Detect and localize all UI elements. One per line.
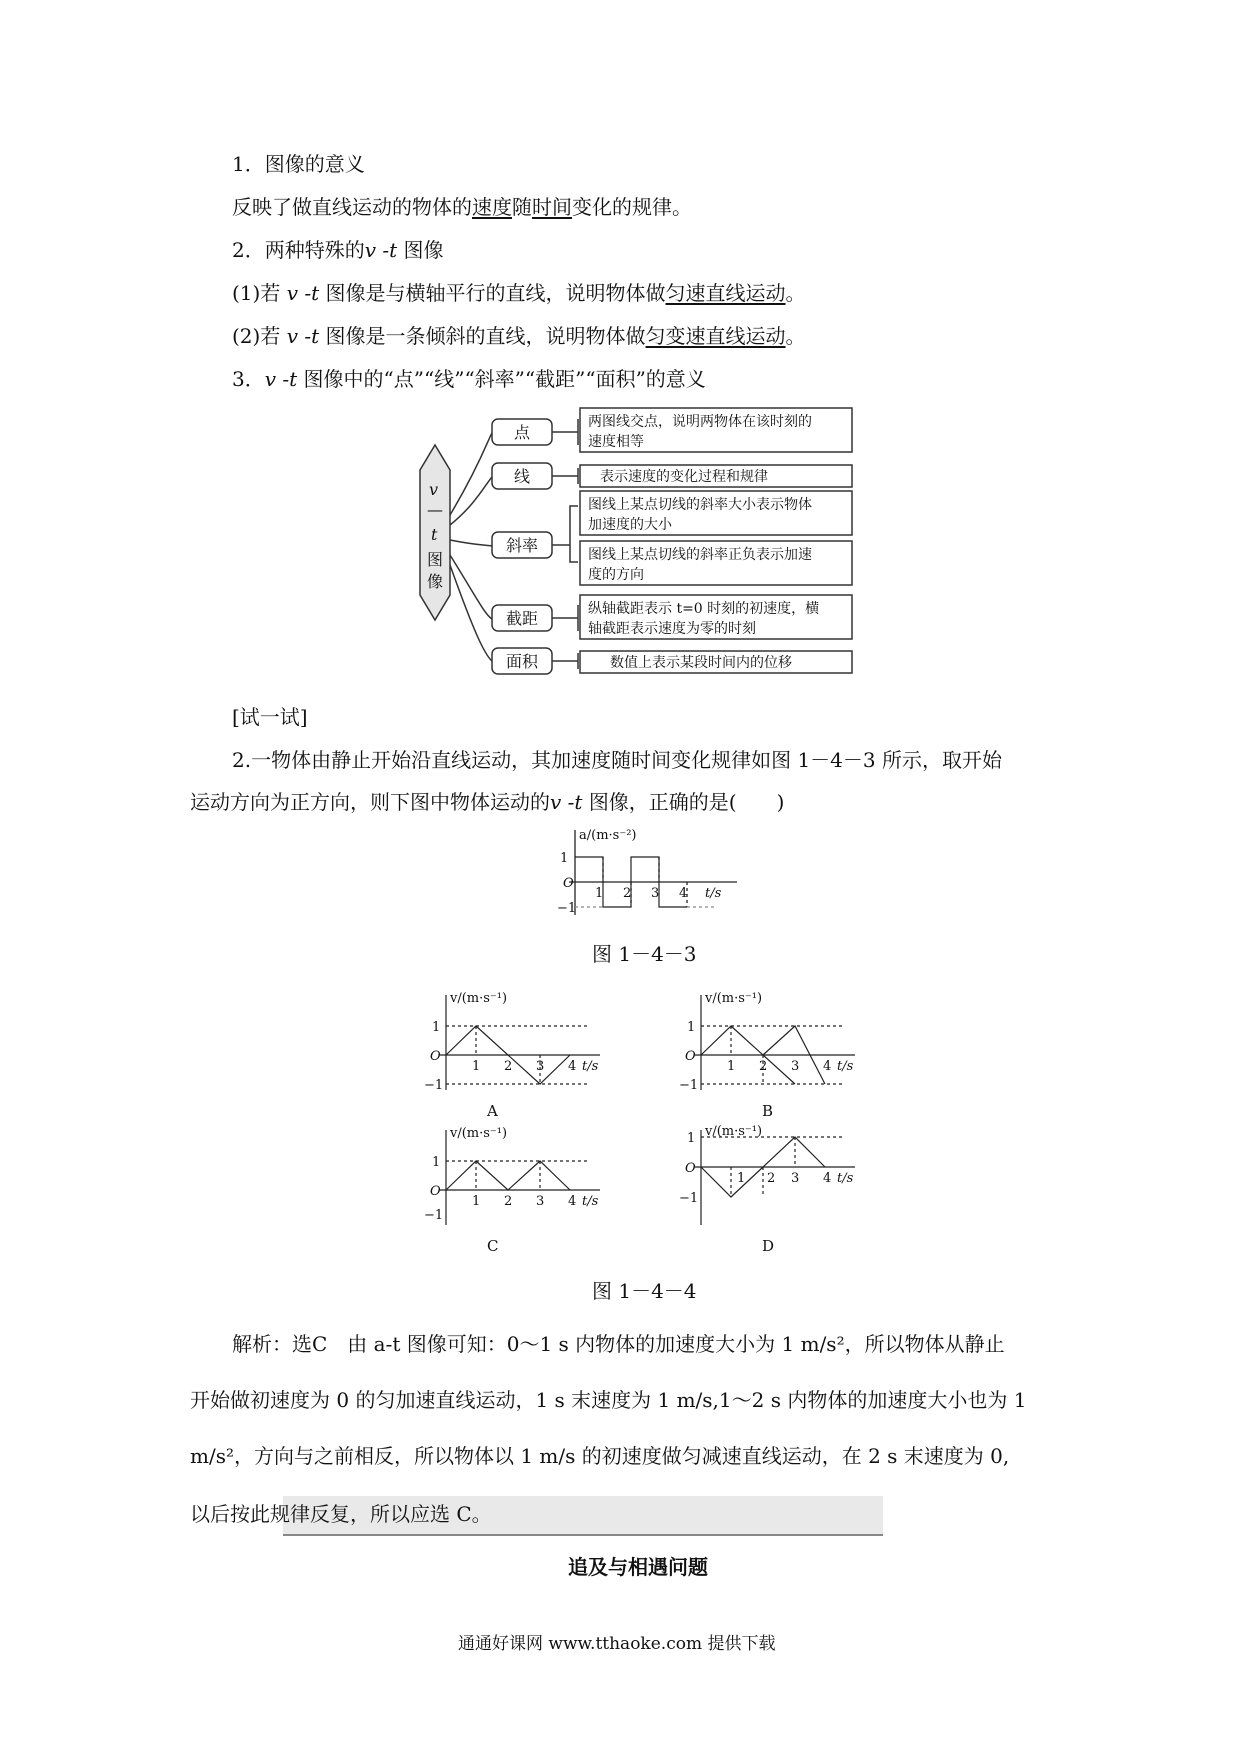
desc-text: 图线上某点切线的斜率大小表示物体 bbox=[588, 497, 812, 513]
fig144-caption: 图 1－4－4 bbox=[592, 1279, 697, 1303]
ytick: −1 bbox=[424, 1078, 444, 1093]
underlined-term: 匀变速直线运动 bbox=[645, 324, 786, 348]
math-var: v -t bbox=[286, 281, 320, 305]
fig143-xtick: 4 bbox=[679, 886, 688, 901]
next-section-heading: 追及与相遇问题 bbox=[568, 1555, 708, 1579]
xtick: 2 bbox=[759, 1059, 768, 1074]
xtick: 1 bbox=[472, 1194, 481, 1209]
branch-3 bbox=[450, 540, 492, 546]
fig143-xtick: 1 bbox=[595, 886, 604, 901]
desc-text: 两图线交点，说明两物体在该时刻的 bbox=[588, 414, 812, 430]
math-var: v -t bbox=[364, 238, 398, 262]
xtick: 2 bbox=[504, 1194, 513, 1209]
xtick: 1 bbox=[727, 1059, 736, 1074]
panel-d-chart bbox=[665, 1125, 865, 1235]
xtick: 3 bbox=[536, 1194, 545, 1209]
analysis-line-3: m/s²，方向与之前相反，所以物体以 1 m/s 的初速度做匀减速直线运动，在 2 s 末速度为 0, bbox=[190, 1444, 1010, 1468]
section2-item1 bbox=[232, 279, 806, 307]
panel-b-label: B bbox=[762, 1102, 774, 1120]
text-fragment: 。 bbox=[785, 281, 806, 305]
question-line-1: 2.一物体由静止开始沿直线运动，其加速度随时间变化规律如图 1－4－3 所示，取开始 bbox=[232, 748, 1002, 772]
origin: O bbox=[430, 1184, 441, 1199]
text-fragment: 图像，正确的是( ) bbox=[588, 790, 785, 814]
branch-2 bbox=[450, 477, 492, 525]
fig143-xlabel: t/s bbox=[705, 886, 722, 901]
question-line-2 bbox=[190, 788, 784, 816]
underlined-term: 匀速直线运动 bbox=[665, 281, 786, 305]
text-fragment: 2．两种特殊的 bbox=[232, 238, 365, 262]
underlined-term: 时间 bbox=[532, 195, 572, 219]
section1-text bbox=[232, 193, 692, 221]
xtick: 1 bbox=[737, 1171, 746, 1186]
math-var: v -t bbox=[264, 367, 298, 391]
analysis-line-4: 以后按此规律反复，所以应选 C。 bbox=[190, 1502, 492, 1526]
section1-title: 1．图像的意义 bbox=[232, 152, 365, 176]
text-fragment: 变化的规律。 bbox=[572, 195, 692, 219]
text-fragment: (2)若 bbox=[232, 324, 281, 348]
center-text-2: 像 bbox=[427, 572, 444, 591]
xtick: 3 bbox=[791, 1059, 800, 1074]
fig143-ytick-neg1: −1 bbox=[557, 901, 577, 916]
text-fragment: 图像是一条倾斜的直线，说明物体做 bbox=[325, 324, 646, 348]
branch-1 bbox=[450, 433, 492, 515]
text-fragment: 。 bbox=[785, 324, 806, 348]
xtick: 4 bbox=[568, 1059, 577, 1074]
xlabel: t/s bbox=[582, 1194, 599, 1209]
panel-b-ylabel: v/(m·s⁻¹) bbox=[705, 991, 763, 1006]
text-fragment: 图像是与横轴平行的直线，说明物体做 bbox=[325, 281, 666, 305]
fig143-origin: O bbox=[563, 876, 574, 891]
panel-a-chart bbox=[410, 990, 610, 1100]
fig143-xtick: 3 bbox=[651, 886, 660, 901]
center-v: v bbox=[429, 480, 439, 499]
xlabel: t/s bbox=[837, 1059, 854, 1074]
trial-heading: [试一试] bbox=[232, 705, 308, 729]
underlined-term: 速度 bbox=[472, 195, 512, 219]
panel-d-label: D bbox=[762, 1237, 775, 1255]
panel-c-line bbox=[446, 1161, 570, 1190]
xtick: 2 bbox=[504, 1059, 513, 1074]
center-text-1: 图 bbox=[427, 550, 444, 569]
panel-b-chart bbox=[665, 990, 865, 1100]
desc-text: 图线上某点切线的斜率正负表示加速 bbox=[588, 547, 812, 563]
xlabel: t/s bbox=[837, 1171, 854, 1186]
text-fragment: 随 bbox=[512, 195, 532, 219]
analysis-line-2: 开始做初速度为 0 的匀加速直线运动，1 s 末速度为 1 m/s,1～2 s 内物体的加速度大小也为 1 bbox=[190, 1388, 1027, 1412]
node-label-intercept: 截距 bbox=[506, 609, 539, 628]
ytick: 1 bbox=[687, 1020, 696, 1035]
xlabel: t/s bbox=[582, 1059, 599, 1074]
ytick: 1 bbox=[432, 1155, 441, 1170]
ytick: −1 bbox=[679, 1191, 699, 1206]
section2-item2 bbox=[232, 322, 806, 350]
ytick: −1 bbox=[679, 1078, 699, 1093]
origin: O bbox=[685, 1161, 696, 1176]
panel-c-label: C bbox=[487, 1237, 499, 1255]
origin: O bbox=[430, 1049, 441, 1064]
desc-text: 数值上表示某段时间内的位移 bbox=[610, 655, 792, 671]
xtick: 1 bbox=[472, 1059, 481, 1074]
text-fragment: 运动方向为正方向，则下图中物体运动的 bbox=[190, 790, 550, 814]
xtick: 2 bbox=[767, 1171, 776, 1186]
xtick: 4 bbox=[568, 1194, 577, 1209]
panel-c-chart bbox=[410, 1125, 610, 1235]
desc-text: 速度相等 bbox=[588, 434, 644, 450]
xtick: 3 bbox=[791, 1171, 800, 1186]
panel-d-ylabel: v/(m·s⁻¹) bbox=[705, 1125, 763, 1139]
xtick: 4 bbox=[823, 1171, 832, 1186]
fig143-caption: 图 1－4－3 bbox=[592, 942, 697, 966]
text-fragment: (1)若 bbox=[232, 281, 281, 305]
page-footer: 通通好课网 www.tthaoke.com 提供下载 bbox=[458, 1634, 776, 1654]
xtick: 4 bbox=[823, 1059, 832, 1074]
node-label-point: 点 bbox=[514, 423, 531, 442]
panel-a-ylabel: v/(m·s⁻¹) bbox=[450, 991, 508, 1006]
node-label-line: 线 bbox=[514, 467, 531, 486]
desc-text: 加速度的大小 bbox=[588, 517, 672, 533]
math-var: v -t bbox=[286, 324, 320, 348]
panel-a-label: A bbox=[487, 1102, 498, 1120]
desc-text: 度的方向 bbox=[588, 567, 644, 583]
node-label-area: 面积 bbox=[506, 652, 539, 671]
ytick: 1 bbox=[432, 1020, 441, 1035]
origin: O bbox=[685, 1049, 696, 1064]
center-dash: — bbox=[427, 500, 443, 519]
panel-c-ylabel: v/(m·s⁻¹) bbox=[450, 1126, 508, 1141]
text-fragment: 图像中的“点”“线”“斜率”“截距”“面积”的意义 bbox=[303, 367, 706, 391]
ytick: −1 bbox=[424, 1208, 444, 1223]
math-var: v -t bbox=[550, 790, 583, 814]
analysis-line-1: 解析：选C 由 a-t 图像可知：0～1 s 内物体的加速度大小为 1 m/s²，所以物体从静止 bbox=[232, 1332, 1005, 1356]
branch-4 bbox=[450, 555, 492, 619]
desc-text: 纵轴截距表示 t=0 时刻的初速度，横 bbox=[588, 601, 820, 617]
text-fragment: 图像 bbox=[403, 238, 444, 262]
fig143-xtick: 2 bbox=[623, 886, 632, 901]
vt-mindmap bbox=[400, 405, 880, 685]
section3-title bbox=[232, 365, 706, 393]
text-fragment: 3． bbox=[232, 367, 265, 391]
desc-text: 轴截距表示速度为零的时刻 bbox=[588, 621, 756, 637]
fig143-ylabel: a/(m·s⁻²) bbox=[579, 828, 637, 843]
desc-text: 表示速度的变化过程和规律 bbox=[600, 469, 768, 485]
section2-title bbox=[232, 236, 444, 264]
text-fragment: 反映了做直线运动的物体的 bbox=[232, 195, 472, 219]
fig143-ytick-1: 1 bbox=[560, 851, 569, 866]
figure-1-4-3 bbox=[555, 825, 745, 925]
node-label-slope: 斜率 bbox=[506, 536, 539, 555]
ytick: 1 bbox=[687, 1131, 696, 1146]
xtick: 3 bbox=[536, 1059, 545, 1074]
center-t: t bbox=[431, 525, 438, 544]
